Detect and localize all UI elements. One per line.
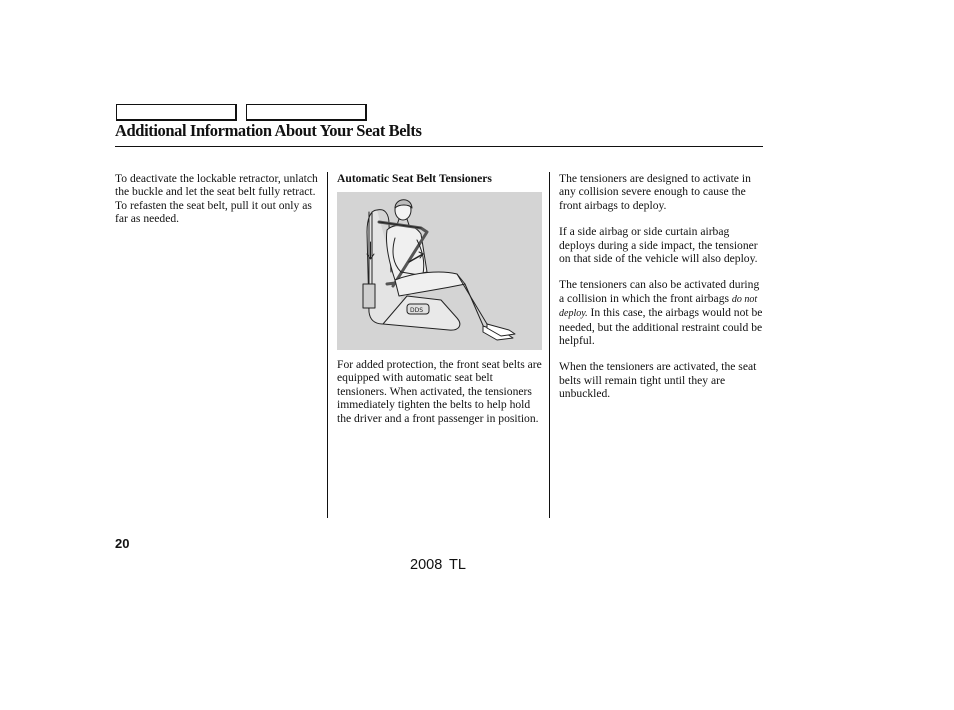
paragraph: When the tensioners are activated, the seat belts will remain tight until they are unbuckled. xyxy=(559,360,757,401)
column-divider xyxy=(327,172,328,518)
text-run: In this case, the airbags would not be needed, but the additional restraint could be helpful. xyxy=(559,306,763,348)
footer-model-label: 2008 TL xyxy=(410,557,466,573)
title-divider xyxy=(115,146,763,147)
paragraph: The tensioners are designed to activate in any collision severe enough to cause the front airbags to deploy. xyxy=(559,172,751,212)
column-right xyxy=(559,172,765,414)
paragraph: To deactivate the lockable retractor, unlatch the buckle and let the seat belt fully retract. To refasten the seat belt, pull it out only as far as needed. xyxy=(115,172,318,226)
column-divider xyxy=(549,172,550,518)
page-title: Additional Information About Your Seat Belts xyxy=(115,121,422,140)
page-number: 20 xyxy=(115,536,130,551)
column-middle xyxy=(337,358,543,438)
paragraph: If a side airbag or side curtain airbag deploys during a side impact, the tensioner on that side of the vehicle will also deploy. xyxy=(559,225,758,266)
seated-passenger-icon xyxy=(337,192,542,350)
section-heading: Automatic Seat Belt Tensioners xyxy=(337,172,492,185)
paragraph: For added protection, the front seat belts are equipped with automatic seat belt tensioners. When activated, the tensioners immediately tighten the belts to help hold the driver and a front passenger in position. xyxy=(337,358,542,425)
svg-text:DDS: DDS xyxy=(410,307,424,314)
section-tab xyxy=(116,104,237,121)
column-left xyxy=(115,172,320,239)
text-run: The tensioners can also be activated during a collision in which the front airbags xyxy=(559,278,760,305)
emphasis-text: do not deploy. xyxy=(559,293,758,320)
section-tab xyxy=(246,104,367,121)
paragraph xyxy=(559,278,765,347)
seat-belt-tensioner-illustration xyxy=(337,192,542,350)
